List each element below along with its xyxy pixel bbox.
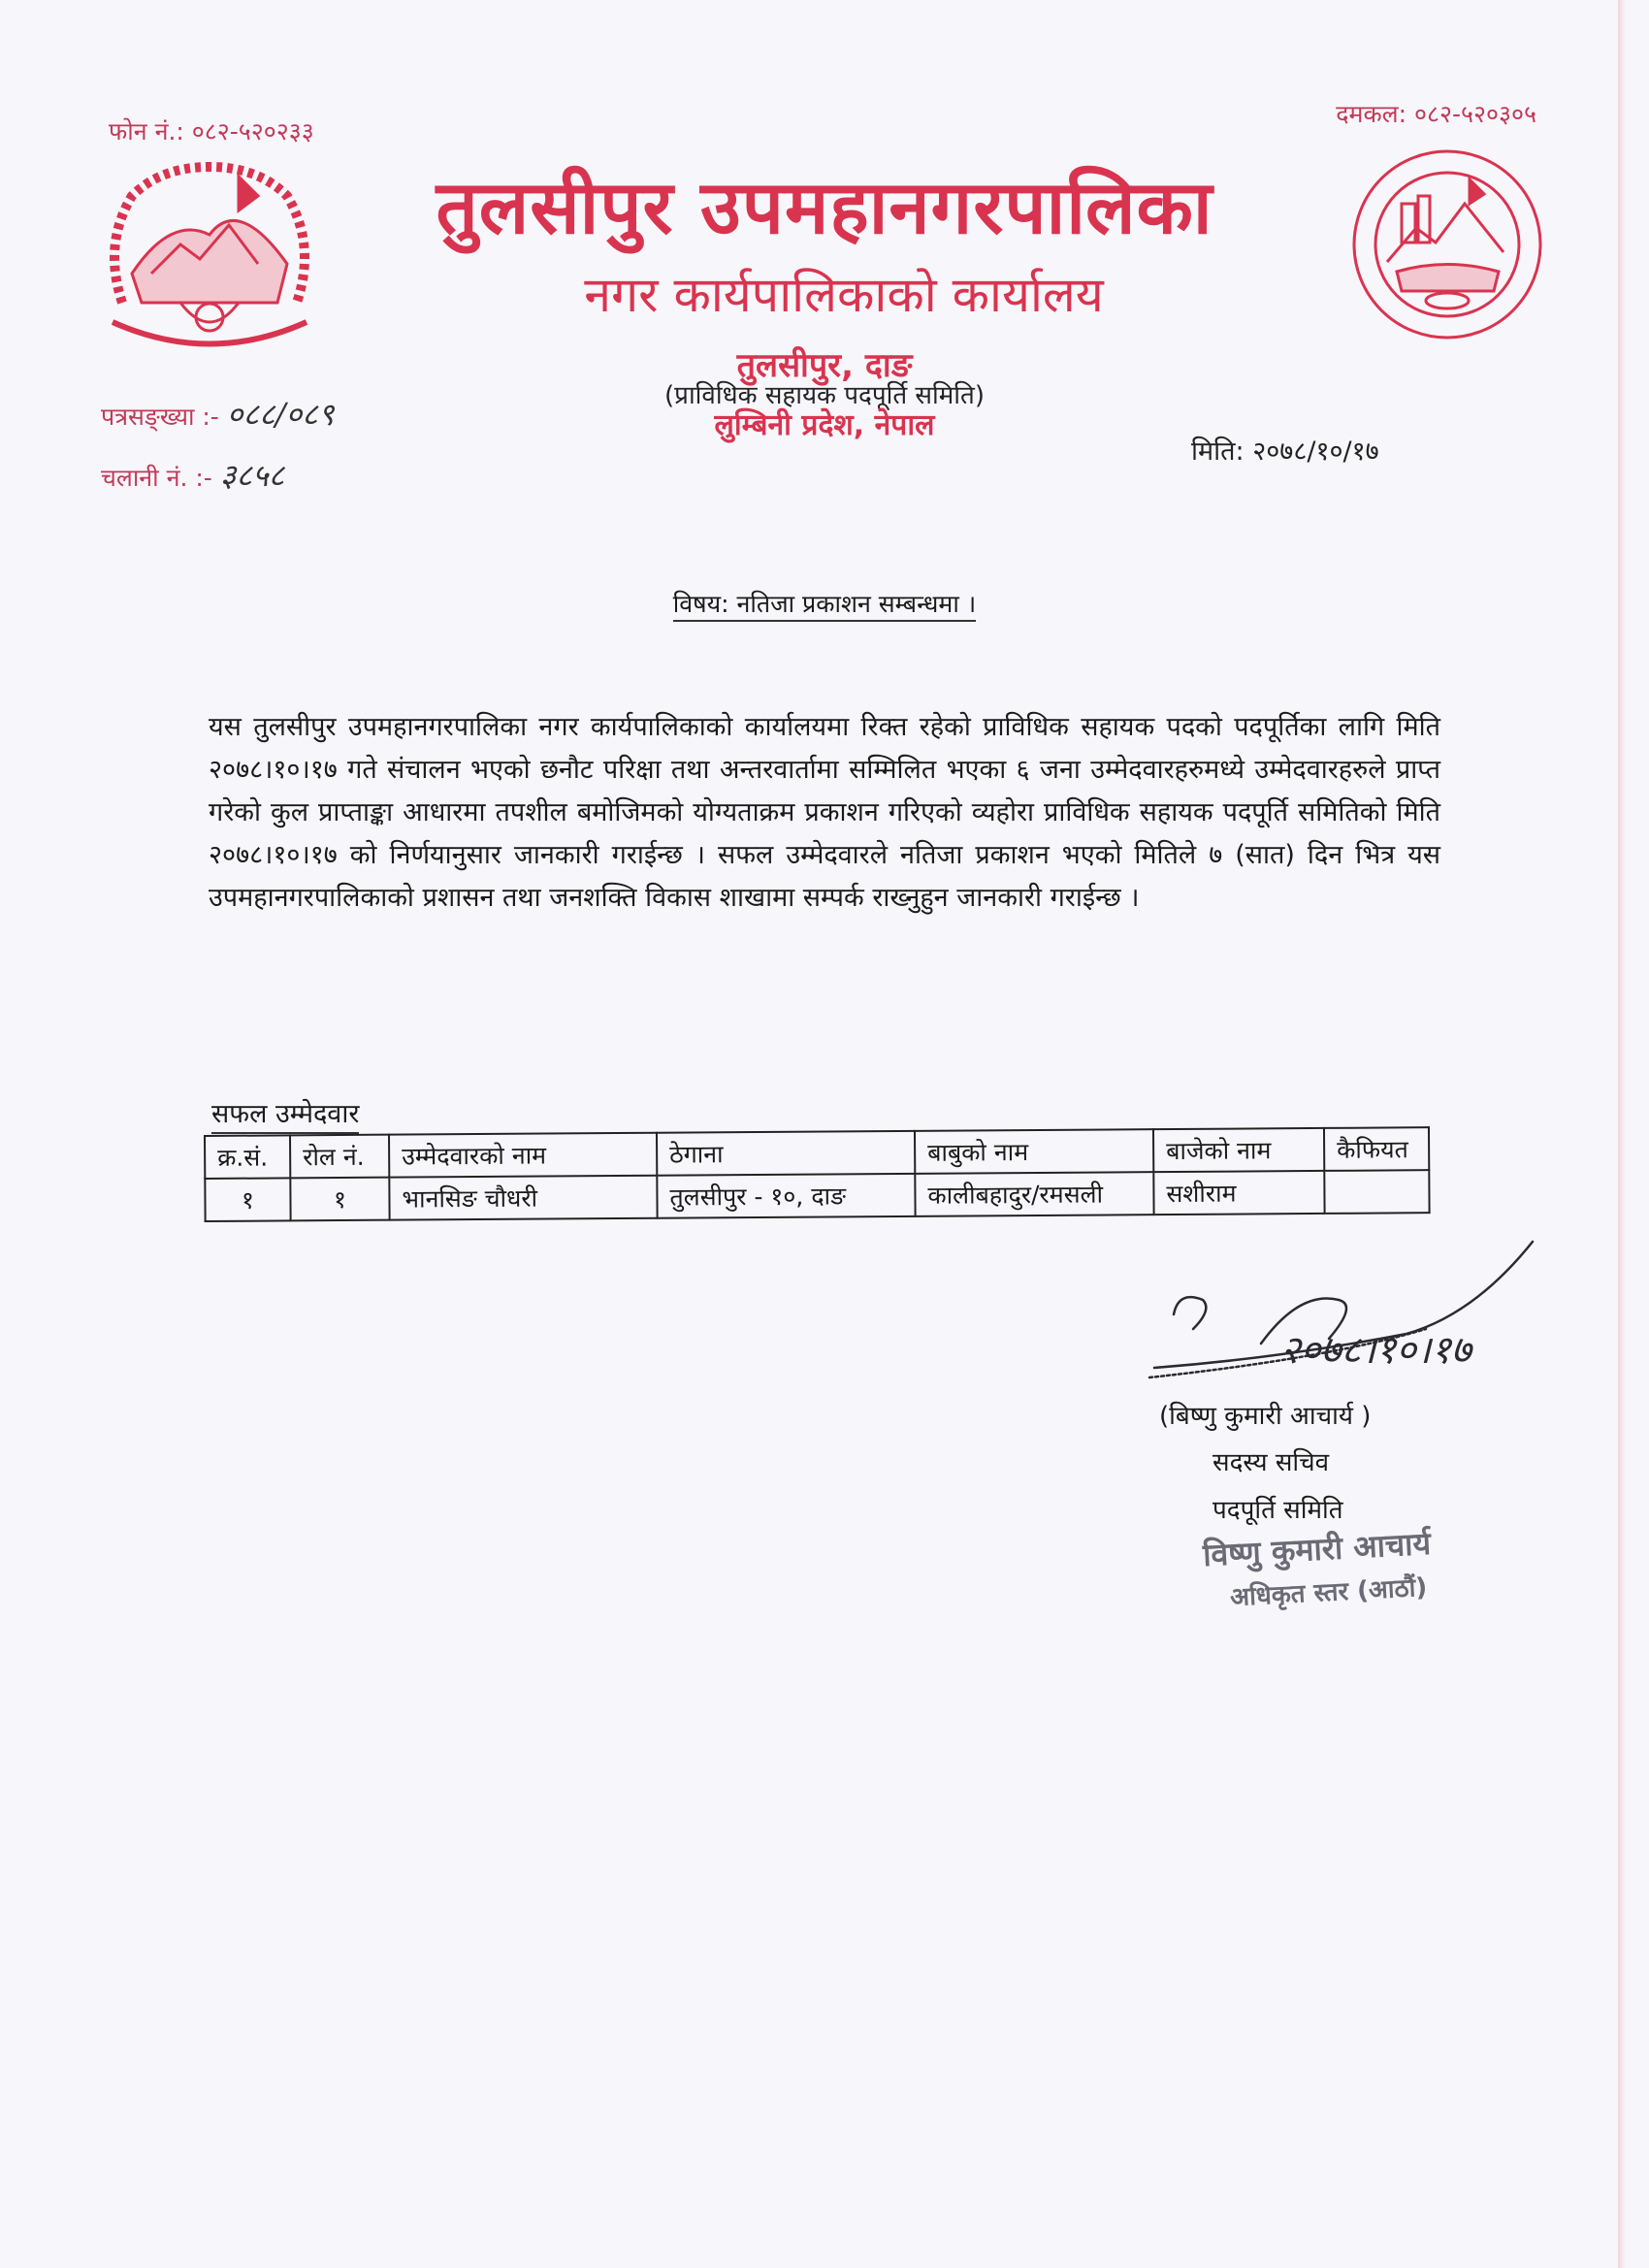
dispatch-number-value: ३८५८	[219, 457, 285, 494]
stamp-name: विष्णु कुमारी आचार्य	[1202, 1524, 1432, 1574]
subject-text: विषय: नतिजा प्रकाशन सम्बन्धमा ।	[673, 590, 976, 622]
success-heading-text: सफल उम्मेदवार	[211, 1099, 359, 1134]
page-edge	[1618, 0, 1626, 2268]
letter-number-label: पत्रसङ्ख्या :-	[101, 403, 219, 431]
cell-remarks	[1324, 1170, 1429, 1214]
col-address: ठेगाना	[657, 1131, 915, 1176]
table-row	[205, 1170, 1429, 1221]
cell-grandfather: सशीराम	[1153, 1171, 1324, 1215]
cell-name: भानसिङ चौधरी	[389, 1176, 657, 1220]
dispatch-number	[101, 454, 284, 496]
col-serial: क्र.सं.	[205, 1135, 290, 1179]
success-heading	[211, 1094, 359, 1130]
stamp-rank: अधिकृत स्तर (आठौं)	[1229, 1572, 1428, 1613]
dispatch-number-label: चलानी नं. :-	[101, 464, 212, 492]
col-father: बाबुको नाम	[915, 1129, 1153, 1174]
phone-number: फोन नं.: ०८२-५२०२३३	[109, 117, 314, 146]
municipality-name: तुलसीपुर उपमहानगरपालिका	[436, 164, 1213, 250]
signature-icon	[1135, 1222, 1562, 1387]
letter-body: यस तुलसीपुर उपमहानगरपालिका नगर कार्यपालिकाको कार्यालयमा रिक्त रहेको प्राविधिक सहायक पदको पदपूर्तिका लागि मिति २०७८।१०।१७ गते संचालन भएको छनौट परिक्षा तथा अन्तरवार्तामा सम्मिलित भएका ६ जना उम्मेदवारहरुमध्ये उम्मेदवारहरुले प्राप्त गरेको कुल प्राप्ताङ्का आधारमा तपशील बमोजिमको योग्यताक्रम प्रकाशन गरिएको व्यहोरा प्राविधिक सहायक पदपूर्ति समितिको मिति २०७८।१०।१७ को निर्णयानुसार जानकारी गराईन्छ । सफल उम्मेदवारले नतिजा प्रकाशन भएको मितिले ७ (सात) दिन भित्र यस उपमहानगरपालिकाको प्रशासन तथा जनशक्ति विकास शाखामा सम्पर्क राख्नुहुन जानकारी गराईन्छ ।	[209, 712, 1440, 913]
col-remarks: कैफियत	[1324, 1127, 1429, 1171]
letter-number-value: ०८८/०८९	[226, 396, 335, 433]
subject-line	[0, 587, 1649, 620]
col-roll: रोल नं.	[290, 1135, 389, 1179]
letter-number	[101, 393, 334, 435]
city-name: तुलसीपुर, दाङ	[736, 346, 913, 385]
signature-date: २०७८।१०।१७	[1280, 1328, 1471, 1373]
province-name: लुम्बिनी प्रदेश, नेपाल	[714, 408, 935, 442]
signatory-role: सदस्य सचिव	[1212, 1448, 1330, 1477]
cell-serial: १	[205, 1178, 290, 1221]
cell-address: तुलसीपुर - १०, दाङ	[657, 1174, 915, 1218]
col-name: उम्मेदवारको नाम	[389, 1133, 657, 1178]
letter-date: मिति: २०७८/१०/१७	[1191, 437, 1379, 467]
results-table	[204, 1126, 1431, 1222]
cell-roll: १	[290, 1178, 389, 1221]
signatory-committee: पदपूर्ति समिति	[1212, 1496, 1343, 1525]
signatory-name: (बिष्णु कुमारी आचार्य )	[1159, 1402, 1372, 1431]
committee-name: (प्राविधिक सहायक पदपूर्ति समिति)	[664, 381, 985, 410]
col-grandfather: बाजेको नाम	[1153, 1128, 1324, 1172]
cell-father: कालीबहादुर/रमसली	[915, 1172, 1153, 1216]
fire-brigade-number: दमकल: ०८२-५२०३०५	[1336, 100, 1536, 128]
office-name: नगर कार्यपालिकाको कार्यालय	[584, 267, 1104, 323]
